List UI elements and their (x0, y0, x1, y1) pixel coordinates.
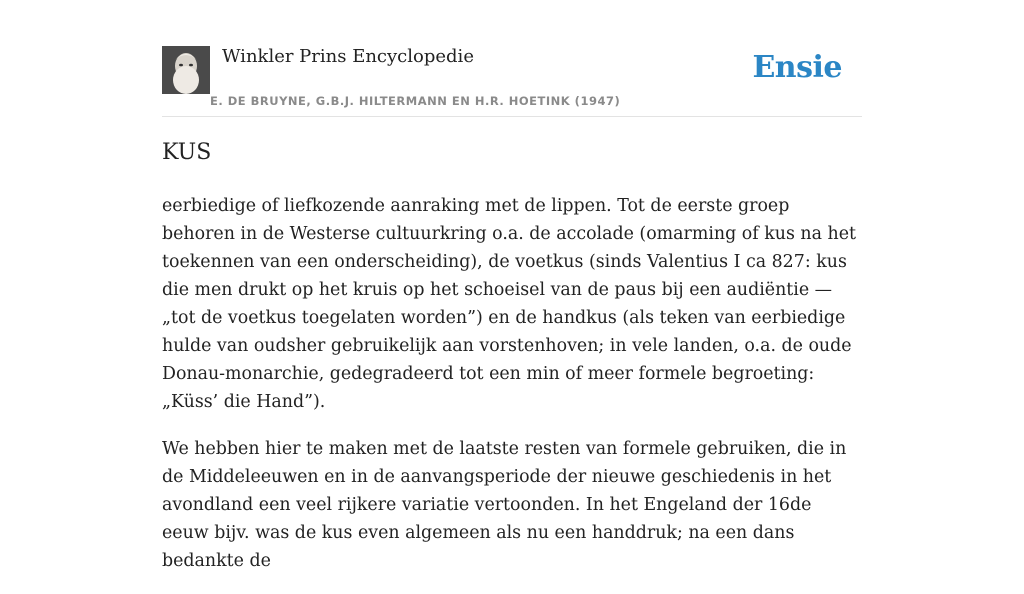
entry-body (162, 192, 862, 594)
author-avatar[interactable] (162, 46, 210, 94)
portrait-icon (162, 46, 210, 94)
brand-logo[interactable]: Ensie (752, 50, 842, 85)
entry-title: KUS (162, 140, 212, 165)
authors-line: E. DE BRUYNE, G.B.J. HILTERMANN EN H.R. HOETINK (1947) (210, 94, 621, 108)
source-header (162, 44, 862, 117)
source-title[interactable]: Winkler Prins Encyclopedie (222, 46, 474, 67)
paragraph: We hebben hier te maken met de laatste resten van formele gebruiken, die in de Middeleeuwen en in de aanvangsperiode der nieuwe geschiedenis in het avondland een veel rijkere variatie vertoonden. In het Engeland der 16de eeuw bijv. was de kus even algemeen als nu een handdruk; na een dans bedankte de (162, 439, 847, 571)
paragraph: eerbiedige of liefkozende aanraking met de lippen. Tot de eerste groep behoren in de Westerse cultuurkring o.a. de accolade (omarming of kus na het toekennen van een onderscheiding), de voetkus (sinds Valentius I ca 827: kus die men drukt op het kruis op het schoeisel van de paus bij een audiëntie — „tot de voetkus toegelaten worden”) en de handkus (als teken van eerbiedige hulde van oudsher gebruikelijk aan vorstenhoven; in vele landen, o.a. de oude Donau-monarchie, gedegradeerd tot een min of meer formele begroeting: „Küss’ die Hand”). (162, 196, 856, 412)
